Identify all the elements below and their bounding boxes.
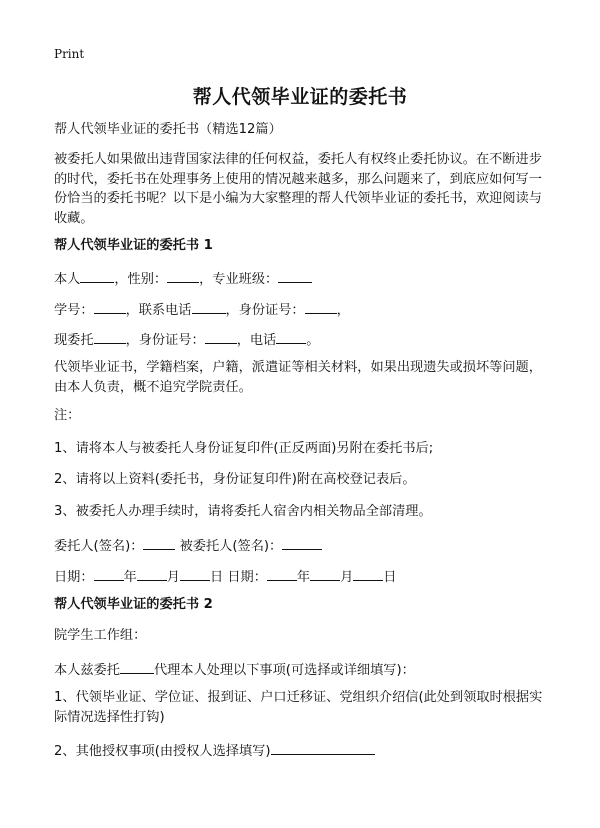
label-day-2: 日: [383, 570, 397, 585]
date-row: [54, 566, 396, 587]
label-month-2: 月: [340, 570, 354, 585]
blank-student-id[interactable]: [94, 299, 126, 314]
label-year-2: 年: [296, 570, 311, 585]
blank-agent-signature[interactable]: [282, 535, 322, 550]
section2-recipient: 院学生工作组：: [54, 628, 147, 643]
blank-name[interactable]: [80, 268, 114, 283]
label-agent-signature: 被委托人(签名)：: [179, 539, 283, 554]
label-gender: ，性别：: [114, 272, 168, 287]
note-item-3: 3、被委托人办理手续时，请将委托人宿舍内相关物品全部清理。: [54, 504, 432, 519]
blank-delegate-id[interactable]: [205, 329, 237, 344]
label-principal-signature: 委托人(签名)：: [54, 539, 144, 554]
label-month-1: 月: [166, 570, 180, 585]
blank-year-1[interactable]: [94, 566, 124, 581]
blank-delegate-phone[interactable]: [276, 329, 306, 344]
label-phone: ，联系电话: [125, 303, 192, 318]
label-student-id: 学号：: [54, 303, 94, 318]
label-class: ，专业班级：: [199, 272, 279, 287]
note-label: 注：: [54, 408, 81, 423]
page-title: 帮人代领毕业证的委托书: [192, 86, 408, 108]
row2-end: ，: [336, 303, 350, 318]
section1-heading: 帮人代领毕业证的委托书 1: [54, 238, 213, 253]
signature-row: [54, 535, 322, 556]
blank-phone[interactable]: [192, 299, 226, 314]
subtitle: 帮人代领毕业证的委托书（精选12篇）: [54, 122, 282, 137]
blank-delegate[interactable]: [94, 329, 126, 344]
blank-day-1[interactable]: [180, 566, 210, 581]
blank-year-2[interactable]: [267, 566, 297, 581]
row3-end: 。: [306, 333, 320, 348]
label-year-1: 年: [123, 570, 137, 585]
print-link[interactable]: Print: [54, 47, 85, 61]
label-day-1: 日: [209, 570, 224, 585]
form-row-name: [54, 268, 312, 289]
label-delegate-2: 本人兹委托: [54, 663, 120, 678]
label-delegate-matters: 代理本人处理以下事项(可选择或详细填写)：: [153, 663, 415, 678]
blank-class[interactable]: [278, 268, 312, 283]
label-name: 本人: [54, 272, 81, 287]
label-id-number: ，身份证号：: [225, 303, 305, 318]
blank-id-number[interactable]: [305, 299, 337, 314]
form-row-delegate: [54, 329, 319, 350]
label-date-1: 日期：: [54, 570, 94, 585]
blank-delegate-2[interactable]: [120, 659, 154, 674]
label-delegate-id: ，身份证号：: [125, 333, 205, 348]
section1-body: 代领毕业证书，学籍档案，户籍，派遣证等相关材料，如果出现遗失或损坏等问题，由本人负责，概不追究学院责任。: [54, 360, 542, 395]
label-other-matters: 2、其他授权事项(由授权人选择填写): [54, 744, 271, 759]
blank-month-2[interactable]: [310, 566, 340, 581]
label-delegate-phone: ，电话: [236, 333, 277, 348]
section2-body: [54, 659, 415, 680]
note-item-2: 2、请将以上资料(委托书，身份证复印件)附在高校登记表后。: [54, 472, 416, 487]
blank-month-1[interactable]: [137, 566, 167, 581]
blank-principal-signature[interactable]: [143, 535, 175, 550]
section2-item-2: [54, 740, 375, 761]
section2-item-1: 1、代领毕业证、学位证、报到证、户口迁移证、党组织介绍信(此处到领取时根据实际情况选择性打钩): [54, 690, 543, 725]
label-date-2: 日期：: [227, 570, 267, 585]
blank-gender[interactable]: [167, 268, 199, 283]
form-row-student-id: [54, 299, 350, 320]
note-item-1: 1、请将本人与被委托人身份证复印件(正反两面)另附在委托书后;: [54, 441, 434, 456]
blank-other-matters[interactable]: [271, 740, 375, 755]
label-delegate: 现委托: [54, 333, 94, 348]
blank-day-2[interactable]: [353, 566, 383, 581]
intro-paragraph: 被委托人如果做出违背国家法律的任何权益，委托人有权终止委托协议。在不断进步的时代，委托书在处理事务上使用的情况越来越多，那么问题来了，到底应如何写一份恰当的委托书呢？以下是小编为大家整理的帮人代领毕业证的委托书，欢迎阅读与收藏。: [54, 152, 542, 226]
section2-heading: 帮人代领毕业证的委托书 2: [54, 597, 213, 612]
